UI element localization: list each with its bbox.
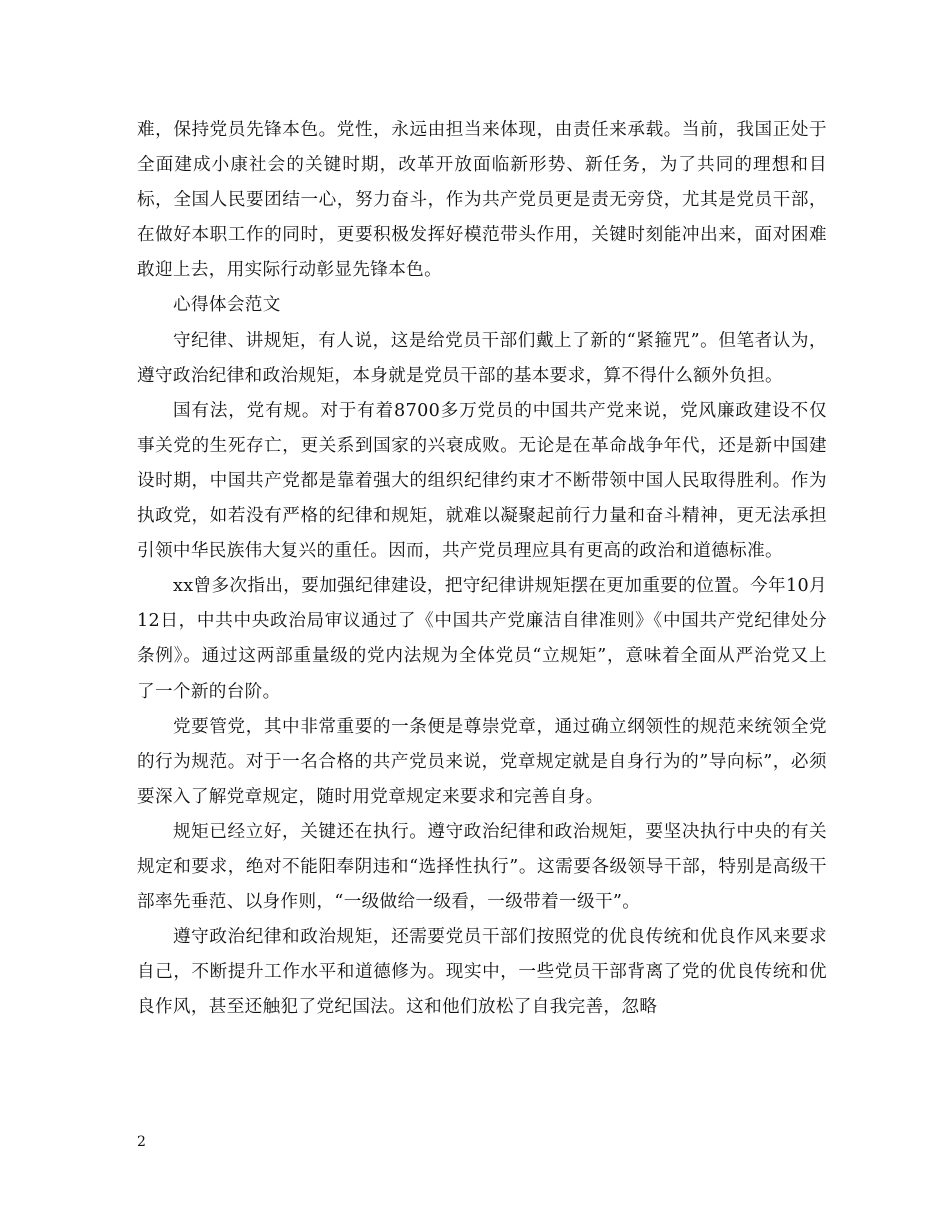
paragraph: 守纪律、讲规矩，有人说，这是给党员干部们戴上了新的“紧箍咒”。但笔者认为，遵守政治纪律和政治规矩，本身就是党员干部的基本要求，算不得什么额外负担。 [137, 330, 827, 386]
paragraph: 党要管党，其中非常重要的一条便是尊崇党章，通过确立纲领性的规范来统领全党的行为规范。对于一名合格的共产党员来说，党章规定就是自身行为的”导向标”，必须要深入了解党章规定，随时用党章规定来要求和完善自身。 [137, 716, 827, 807]
section-heading: 心得体会范文 [173, 295, 281, 316]
paragraph: 规矩已经立好，关键还在执行。遵守政治纪律和政治规矩，要坚决执行中央的有关规定和要求，绝对不能阳奉阴违和“选择性执行”。这需要各级领导干部，特别是高级干部率先垂范、以身作则，“一级做给一级看，一级带着一级干”。 [137, 821, 827, 913]
page-number: 2 [137, 1134, 146, 1150]
paragraph: 遵守政治纪律和政治规矩，还需要党员干部们按照党的优良传统和优良作风来要求自己，不断提升工作水平和道德修为。现实中，一些党员干部背离了党的优良传统和优良作风，甚至还触犯了党纪国法。这和他们放松了自我完善，忽略 [137, 927, 827, 1018]
paragraph: 难，保持党员先锋本色。党性，永远由担当来体现，由责任来承载。当前，我国正处于全面建成小康社会的关键时期，改革开放面临新形势、新任务，为了共同的理想和目标，全国人民要团结一心，努力奋斗，作为共产党员更是责无旁贷，尤其是党员干部，在做好本职工作的同时，更要积极发挥好模范带头作用，关键时刻能冲出来，面对困难敢迎上去，用实际行动彰显先锋本色。 [137, 120, 827, 281]
document-body [137, 113, 827, 1025]
paragraph: xx曾多次指出，要加强纪律建设，把守纪律讲规矩摆在更加重要的位置。今年10月12日，中共中央政治局审议通过了《中国共产党廉洁自律准则》《中国共产党纪律处分条例》。通过这两部重量级的党内法规为全体党员“立规矩”，意味着全面从严治党又上了一个新的台阶。 [137, 576, 827, 702]
paragraph: 国有法，党有规。对于有着8700多万党员的中国共产党来说，党风廉政建设不仅事关党的生死存亡，更关系到国家的兴衰成败。无论是在革命战争年代，还是新中国建设时期，中国共产党都是靠着强大的组织纪律约束才不断带领中国人民取得胜利。作为执政党，如若没有严格的纪律和规矩，就难以凝聚起前行力量和奋斗精神，更无法承担引领中华民族伟大复兴的重任。因而，共产党员理应具有更高的政治和道德标准。 [137, 400, 827, 562]
